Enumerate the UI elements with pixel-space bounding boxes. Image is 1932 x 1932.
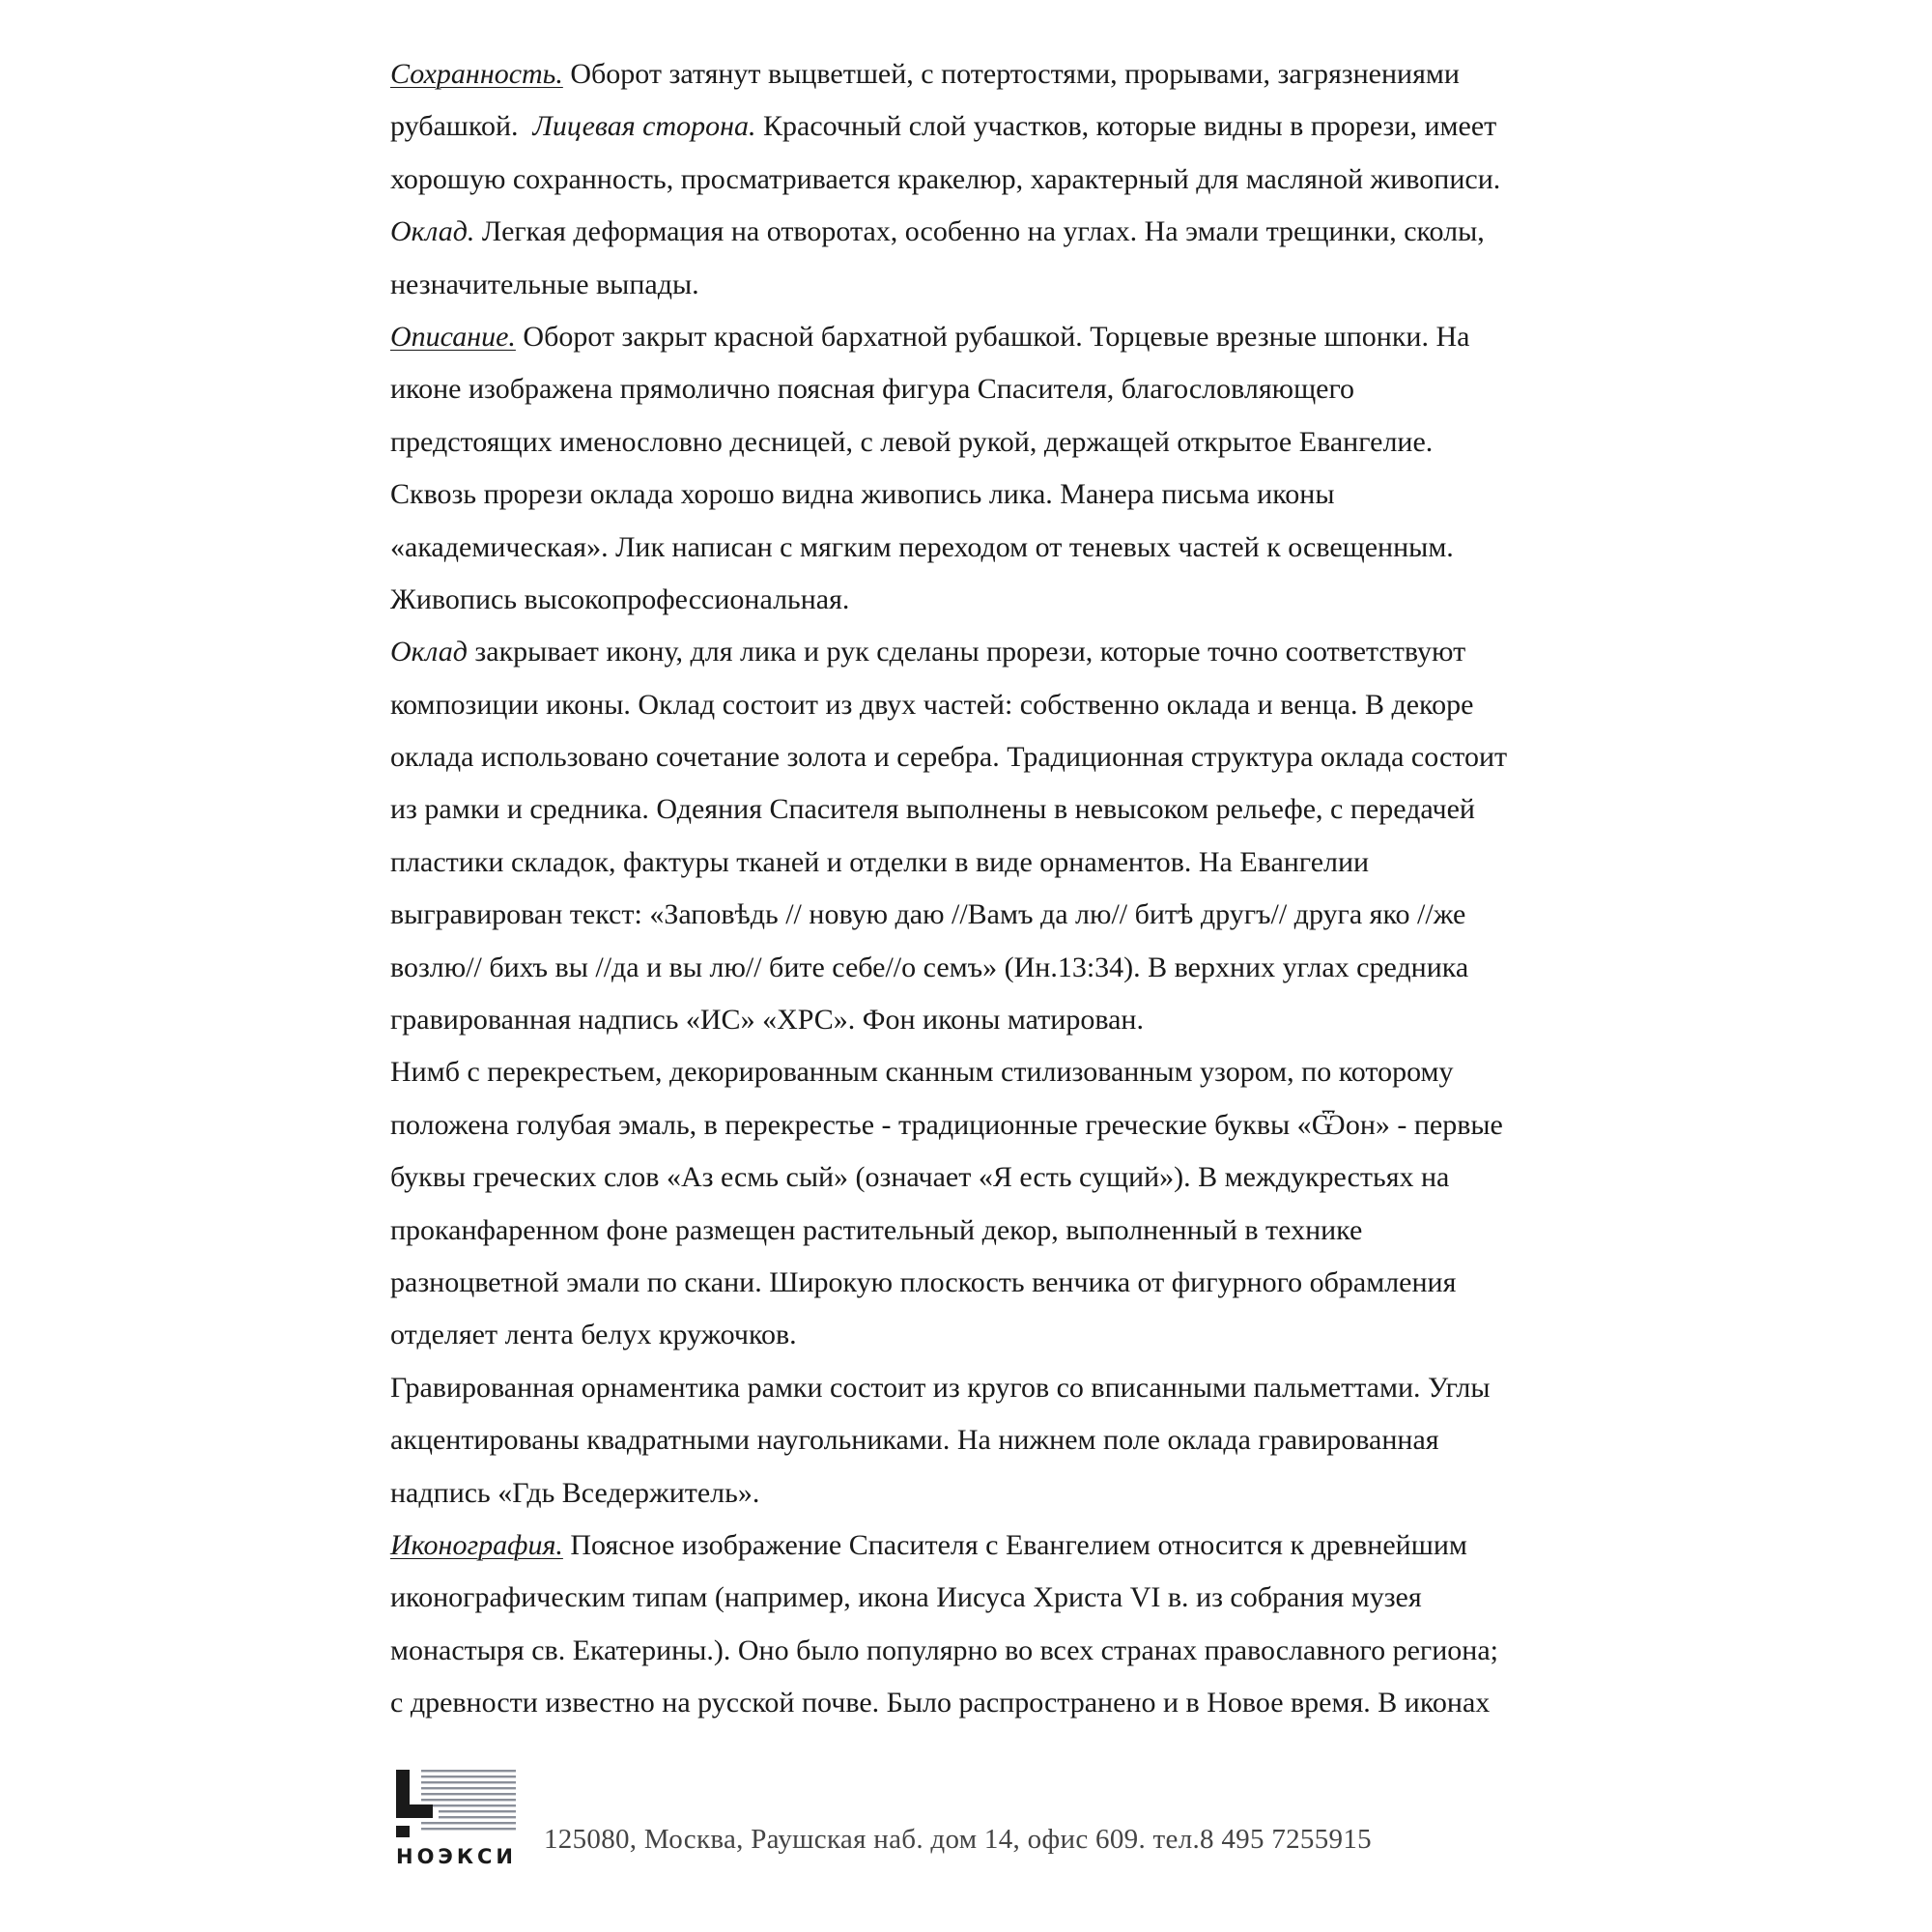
text-line: Описание. Оборот закрыт красной бархатной рубашкой. Торцевые врезные шпонки. На bbox=[390, 320, 1470, 353]
text-line: надпись «Гдь Вседержитель». bbox=[390, 1476, 760, 1509]
text-line: проканфаренном фоне размещен растительный декор, выполненный в технике bbox=[390, 1213, 1363, 1246]
text-line: отделяет лента белух кружочков. bbox=[390, 1319, 797, 1351]
text-line: с древности известно на русской почве. Было распространено и в Новое время. В иконах bbox=[390, 1687, 1491, 1719]
text-line: иконографическим типам (например, икона Иисуса Христа VI в. из собрания музея bbox=[390, 1581, 1422, 1614]
text-line: рубашкой. Лицевая сторона. Красочный слой участков, которые видны в прорези, имеет bbox=[390, 110, 1497, 143]
text-line: Живопись высокопрофессиональная. bbox=[390, 582, 850, 615]
text-line: гравированная надпись «ИС» «ХРС». Фон иконы матирован. bbox=[390, 1004, 1144, 1037]
text-line: буквы греческих слов «Аз есмь сый» (означает «Я есть сущий»). В междукрестьях на bbox=[390, 1161, 1450, 1194]
text-line: Гравированная орнаментика рамки состоит из кругов со вписанными пальметтами. Углы bbox=[390, 1371, 1491, 1404]
text-line: положена голубая эмаль, в перекрестье - традиционные греческие буквы «Ѿон» - первые bbox=[390, 1108, 1503, 1141]
text-line: акцентированы квадратными наугольниками. На нижнем поле оклада гравированная bbox=[390, 1424, 1439, 1457]
text-line: незначительные выпады. bbox=[390, 268, 699, 300]
text-line: Сохранность. Оборот затянут выцветшей, с потертостями, прорывами, загрязнениями bbox=[390, 58, 1460, 90]
page-footer bbox=[396, 1758, 1555, 1874]
text-line: монастыря св. Екатерины.). Оно было популярно во всех странах православного региона; bbox=[390, 1634, 1498, 1666]
subheading-oklad: Оклад. bbox=[390, 215, 475, 248]
logo-mark-icon bbox=[396, 1770, 516, 1839]
text-line: Нимб с перекрестьем, декорированным сканным стилизованным узором, по которому bbox=[390, 1056, 1454, 1089]
subheading-face-side: Лицевая сторона. bbox=[532, 110, 756, 143]
section-heading-preservation: Сохранность. bbox=[390, 58, 563, 90]
text-line: Иконография. Поясное изображение Спасителя с Евангелием относится к древнейшим bbox=[390, 1528, 1467, 1561]
section-heading-description: Описание. bbox=[390, 320, 516, 353]
text-line: Оклад. Легкая деформация на отворотах, особенно на углах. На эмали трещинки, сколы, bbox=[390, 215, 1485, 248]
section-heading-oklad: Оклад bbox=[390, 636, 468, 668]
text-line: иконе изображена прямолично поясная фигура Спасителя, благословляющего bbox=[390, 373, 1355, 406]
section-heading-iconography: Иконография. bbox=[390, 1528, 563, 1561]
text-line: композиции иконы. Оклад состоит из двух частей: собственно оклада и венца. В декоре bbox=[390, 688, 1474, 721]
text-line: разноцветной эмали по скани. Широкую плоскость венчика от фигурного обрамления bbox=[390, 1265, 1457, 1298]
document-body bbox=[390, 48, 1598, 1730]
text-line: возлю// бихъ вы //да и вы лю// бите себе//о семъ» (Ин.13:34). В верхних углах средника bbox=[390, 951, 1469, 983]
text-line: оклада использовано сочетание золота и серебра. Традиционная структура оклада состоит bbox=[390, 741, 1508, 774]
footer-address: 125080, Москва, Раушская наб. дом 14, офис 609. тел.8 495 7255915 bbox=[544, 1824, 1372, 1855]
text-line: Сквозь прорези оклада хорошо видна живопись лика. Манера письма иконы bbox=[390, 478, 1335, 511]
logo-name: НОЭКСИ bbox=[396, 1845, 517, 1868]
text-line: хорошую сохранность, просматривается кракелюр, характерный для масляной живописи. bbox=[390, 162, 1501, 195]
text-line: «академическая». Лик написан с мягким переходом от теневых частей к освещенным. bbox=[390, 530, 1454, 563]
company-logo bbox=[396, 1770, 522, 1866]
text-line: выгравирован текст: «Заповѣдь // новую даю //Вамъ да лю// битѣ другъ// друга яко //же bbox=[390, 898, 1466, 931]
text-line: пластики складок, фактуры тканей и отделки в виде орнаментов. На Евангелии bbox=[390, 845, 1370, 878]
text-line: предстоящих именословно десницей, с левой рукой, держащей открытое Евангелие. bbox=[390, 425, 1434, 458]
text-line: из рамки и средника. Одеяния Спасителя выполнены в невысоком рельефе, с передачей bbox=[390, 793, 1475, 826]
text-line: Оклад закрывает икону, для лика и рук сделаны прорези, которые точно соответствуют bbox=[390, 636, 1466, 668]
